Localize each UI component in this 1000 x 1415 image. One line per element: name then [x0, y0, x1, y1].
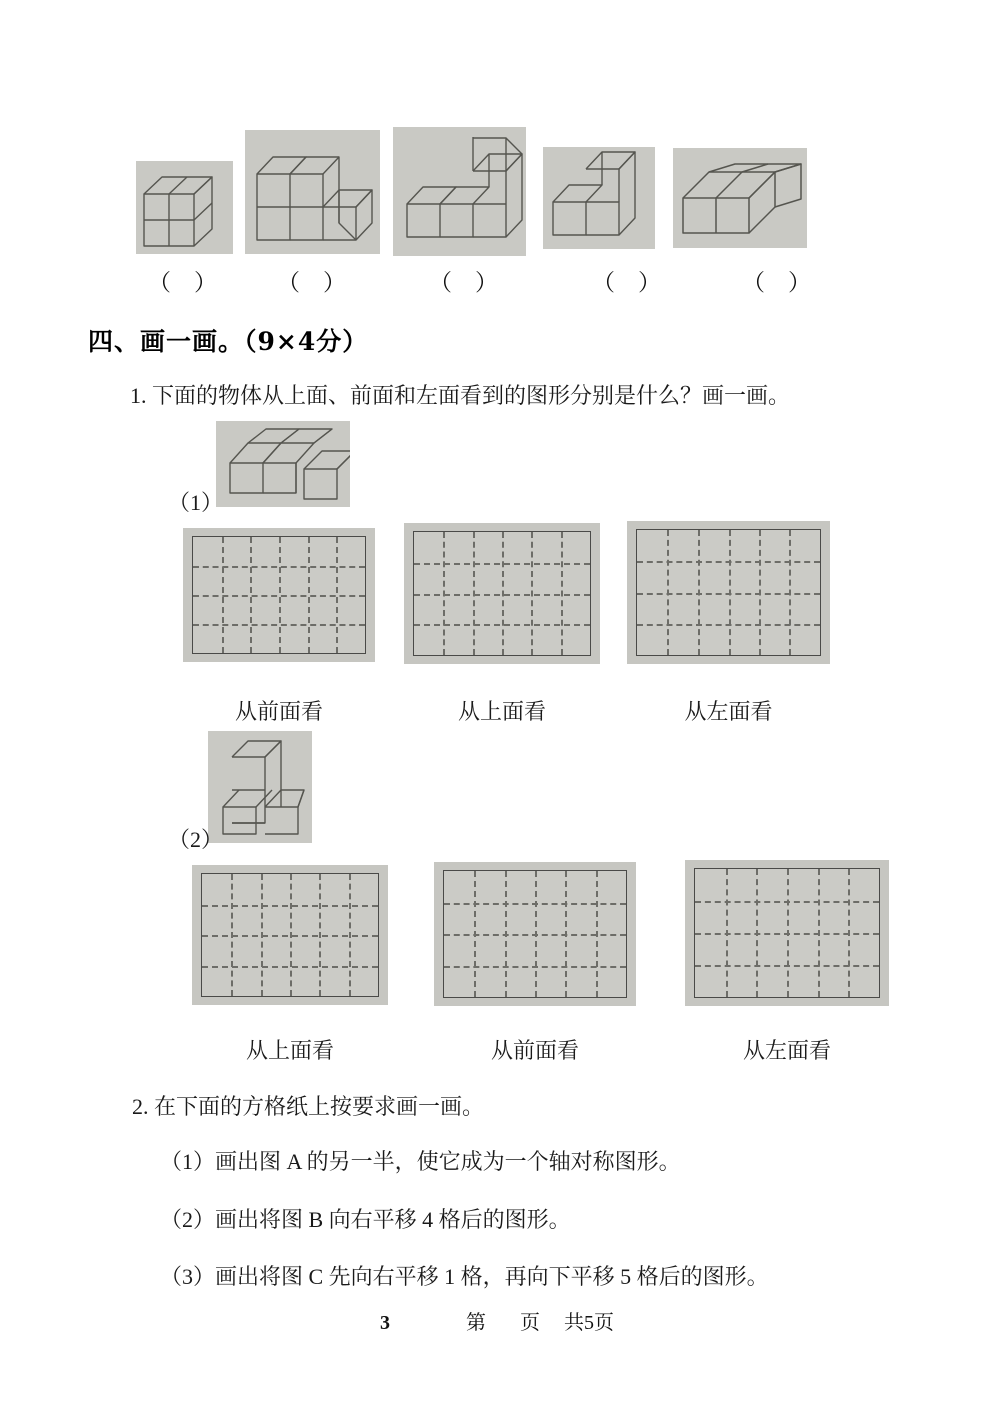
page-number: 3 [380, 1312, 390, 1334]
view-label-2-3: 从左面看 [742, 1038, 831, 1063]
question-2-item-1: （1）画出图 A 的另一半，使它成为一个轴对称图形。 [160, 1149, 681, 1174]
footer-page-suffix: 页 [520, 1312, 540, 1334]
cube-figure-part2 [208, 731, 312, 843]
view-label-2-1: 从上面看 [245, 1038, 334, 1063]
answer-slot-row [0, 266, 1000, 300]
grid-box-1-3[interactable] [627, 521, 830, 664]
view-label-2-2: 从前面看 [490, 1038, 579, 1063]
question-1-text: 1. 下面的物体从上面、前面和左面看到的图形分别是什么？画一画。 [130, 383, 791, 408]
part-2-label: （2） [168, 827, 224, 852]
view-label-1-2: 从上面看 [457, 699, 546, 724]
footer-page-prefix: 第 [466, 1312, 486, 1334]
section-heading: 四、画一画。（9×4分） [88, 327, 369, 356]
question-2-item-2: （2）画出将图 B 向右平移 4 格后的图形。 [160, 1207, 571, 1232]
answer-slot-1[interactable]: （ ） [148, 270, 217, 295]
answer-slot-5[interactable]: （ ） [742, 270, 811, 295]
view-label-1-1: 从前面看 [234, 699, 323, 724]
question-2-text: 2. 在下面的方格纸上按要求画一画。 [132, 1094, 485, 1119]
grid-box-2-2[interactable] [434, 862, 636, 1006]
answer-slot-4[interactable]: （ ） [592, 270, 661, 295]
cube-figure-5 [673, 148, 807, 248]
grid-box-2-1[interactable] [192, 865, 388, 1005]
view-label-1-3: 从左面看 [684, 699, 773, 724]
cube-figure-2 [245, 130, 380, 254]
cube-figure-4 [543, 147, 655, 249]
grid-box-1-1[interactable] [183, 528, 375, 662]
part-1-label: （1） [168, 490, 224, 515]
question-2-item-3: （3）画出将图 C 先向右平移 1 格，再向下平移 5 格后的图形。 [160, 1264, 769, 1289]
cube-figure-3 [393, 127, 526, 256]
footer-total-pages: 共5页 [564, 1312, 614, 1334]
cube-figure-part1 [216, 421, 350, 507]
grid-box-2-3[interactable] [685, 860, 889, 1006]
cube-figure-1 [136, 161, 233, 254]
answer-slot-2[interactable]: （ ） [277, 270, 346, 295]
grid-box-1-2[interactable] [404, 523, 600, 664]
answer-slot-3[interactable]: （ ） [429, 270, 498, 295]
